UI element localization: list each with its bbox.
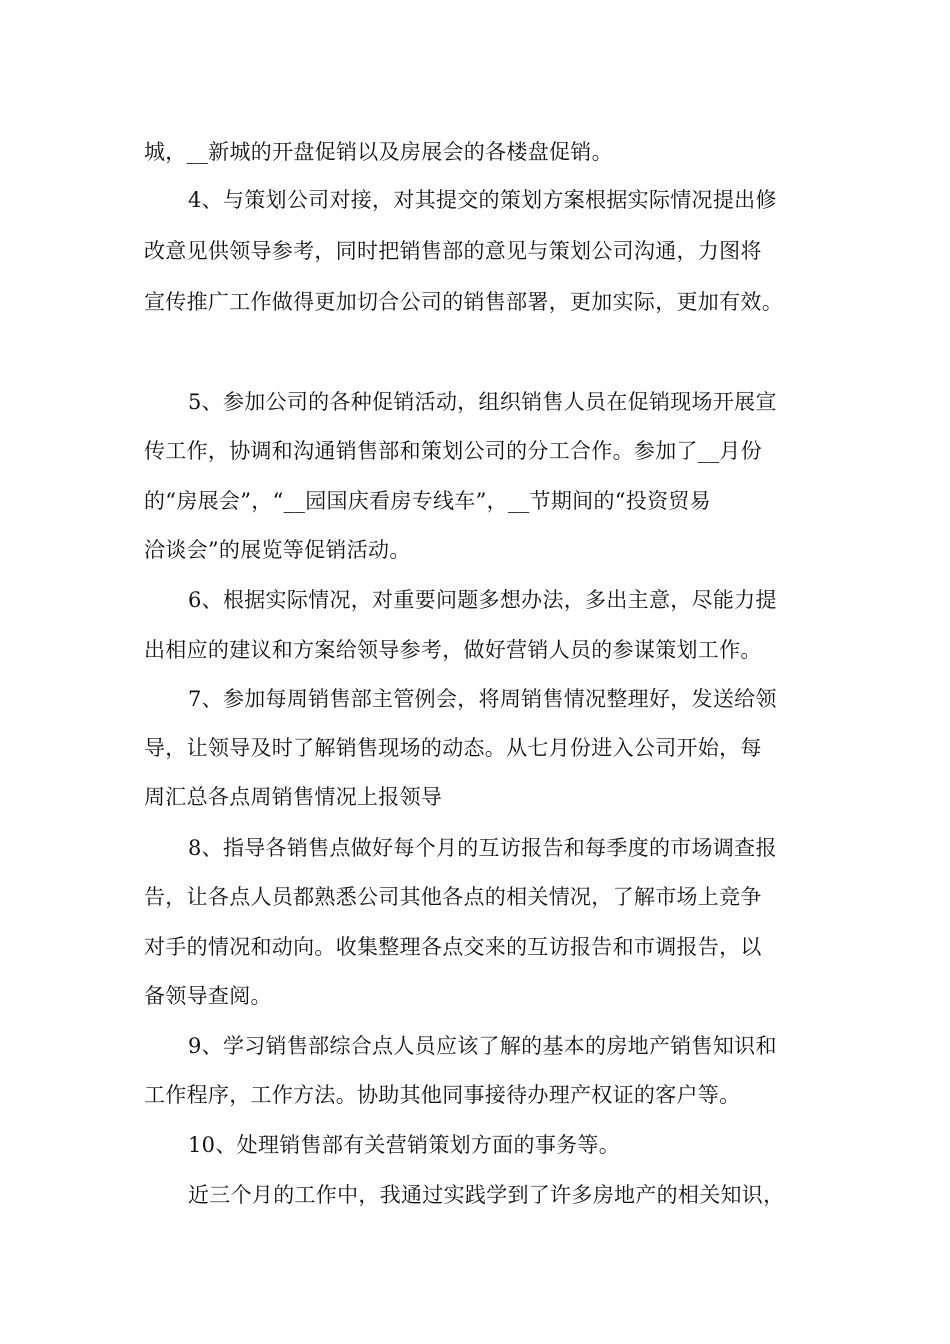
text-line: 10、处理销售部有关营销策划方面的事务等。 [188,1133,621,1157]
text-line: 5、参加公司的各种促销活动，组织销售人员在促销现场开展宣 [188,390,777,414]
text-line: 导，让领导及时了解销售现场的动态。从七月份进入公司开始，每 [144,736,762,760]
text-line: 改意见供领导参考，同时把销售部的意见与策划公司沟通，力图将 [144,239,762,263]
text-line: 8、指导各销售点做好每个月的互访报告和每季度的市场调查报 [188,836,777,860]
text-line: 对手的情况和动向。收集整理各点交来的互访报告和市调报告，以 [144,935,762,959]
text-line: 的“房展会”，“__园国庆看房专线车”，__节期间的“投资贸易 [144,489,711,513]
text-line: 近三个月的工作中，我通过实践学到了许多房地产的相关知识， [188,1183,785,1207]
text-line: 告，让各点人员都熟悉公司其他各点的相关情况，了解市场上竞争 [144,885,762,909]
text-line: 宣传推广工作做得更加切合公司的销售部署，更加实际，更加有效。 [144,290,783,314]
text-line: 4、与策划公司对接，对其提交的策划方案根据实际情况提出修 [188,188,777,212]
text-line: 备领导查阅。 [144,984,272,1008]
text-line: 出相应的建议和方案给领导参考，做好营销人员的参谋策划工作。 [144,638,762,662]
text-line: 城，__新城的开盘促销以及房展会的各楼盘促销。 [144,140,613,164]
text-line: 周汇总各点周销售情况上报领导 [144,785,443,809]
text-line: 工作程序，工作方法。协助其他同事接待办理产权证的客户等。 [144,1083,741,1107]
text-line: 7、参加每周销售部主管例会，将周销售情况整理好，发送给领 [188,687,777,711]
text-line: 6、根据实际情况，对重要问题多想办法，多出主意，尽能力提 [188,588,777,612]
text-line: 9、学习销售部综合点人员应该了解的基本的房地产销售知识和 [188,1034,777,1058]
text-line: 洽谈会”的展览等促销活动。 [144,538,411,562]
text-line: 传工作，协调和沟通销售部和策划公司的分工合作。参加了__月份 [144,439,762,463]
